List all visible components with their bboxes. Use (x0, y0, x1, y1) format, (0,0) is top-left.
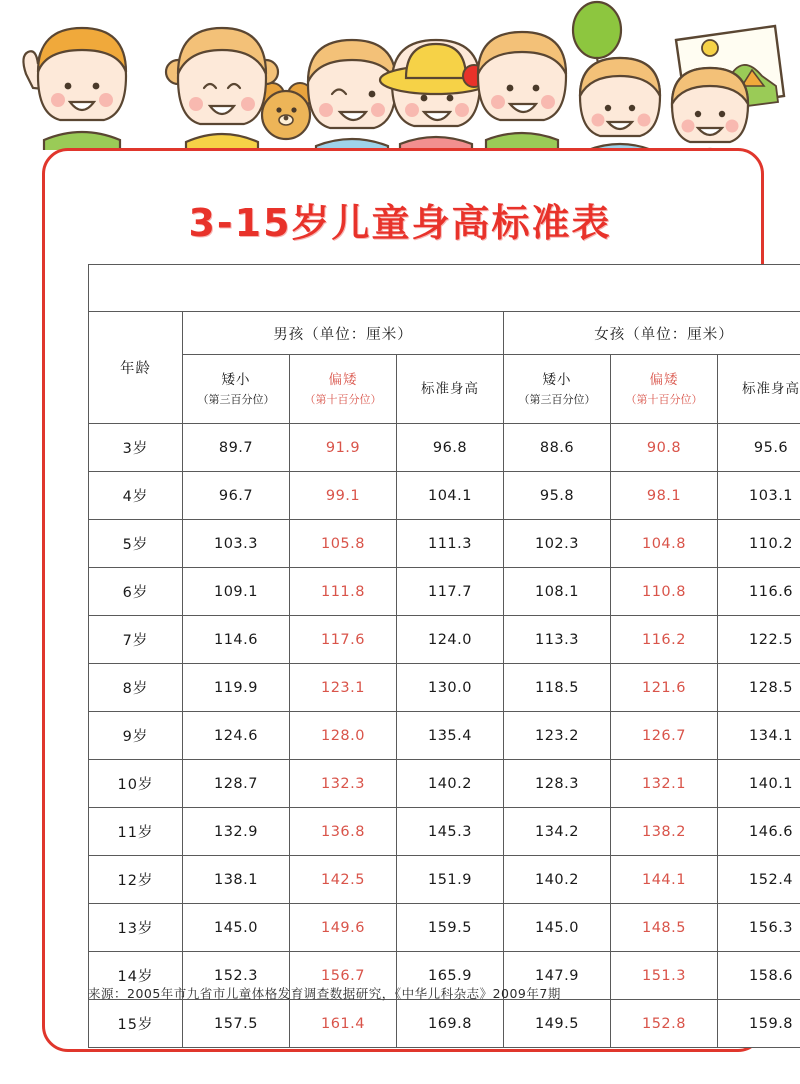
table-row (89, 472, 800, 520)
cell-girl-low: 116.2 (611, 616, 718, 664)
table-row (89, 520, 800, 568)
cell-boy-low: 99.1 (290, 472, 397, 520)
cell-girl-short: 118.5 (504, 664, 611, 712)
cell-girl-low: 104.8 (611, 520, 718, 568)
cell-boy-short: 114.6 (183, 616, 290, 664)
cell-boy-low: 128.0 (290, 712, 397, 760)
column-header-girl-standard (718, 355, 800, 424)
cell-girl-standard: 140.1 (718, 760, 800, 808)
cell-age: 15岁 (89, 1000, 183, 1048)
cell-girl-short: 95.8 (504, 472, 611, 520)
cell-girl-short: 102.3 (504, 520, 611, 568)
cell-boy-short: 145.0 (183, 904, 290, 952)
cell-girl-short: 128.3 (504, 760, 611, 808)
cell-boy-short: 157.5 (183, 1000, 290, 1048)
cell-boy-standard: 111.3 (397, 520, 504, 568)
cell-boy-short: 119.9 (183, 664, 290, 712)
column-group-girls: 女孩（单位：厘米） (504, 312, 800, 355)
cell-age: 10岁 (89, 760, 183, 808)
child-figure (38, 28, 126, 164)
cell-age: 14岁 (89, 952, 183, 1000)
cell-girl-short: 145.0 (504, 904, 611, 952)
cell-age: 9岁 (89, 712, 183, 760)
table-row (89, 664, 800, 712)
cell-boy-short: 96.7 (183, 472, 290, 520)
table-row (89, 904, 800, 952)
cell-girl-standard: 95.6 (718, 424, 800, 472)
cell-age: 7岁 (89, 616, 183, 664)
subheader-line2: （第十百分位） (304, 392, 382, 406)
cell-girl-standard: 134.1 (718, 712, 800, 760)
subheader-line2: （第十百分位） (625, 392, 703, 406)
child-figure (308, 40, 396, 165)
table-row (89, 712, 800, 760)
cell-boy-short: 128.7 (183, 760, 290, 808)
cell-girl-low: 148.5 (611, 904, 718, 952)
subheader-line1: 偏矮 (649, 372, 679, 389)
cell-girl-standard: 110.2 (718, 520, 800, 568)
cell-age: 11岁 (89, 808, 183, 856)
subheader-line1: 矮小 (542, 372, 572, 389)
cell-girl-short: 140.2 (504, 856, 611, 904)
cell-boy-short: 103.3 (183, 520, 290, 568)
subheader-line2: （第三百分位） (197, 392, 275, 406)
cell-age: 4岁 (89, 472, 183, 520)
cell-girl-standard: 116.6 (718, 568, 800, 616)
cell-age: 12岁 (89, 856, 183, 904)
cell-age: 8岁 (89, 664, 183, 712)
cell-boy-short: 152.3 (183, 952, 290, 1000)
cell-girl-low: 98.1 (611, 472, 718, 520)
subheader-line1: 标准身高 (421, 380, 479, 397)
cell-age: 6岁 (89, 568, 183, 616)
cell-girl-short: 149.5 (504, 1000, 611, 1048)
cell-boy-low: 111.8 (290, 568, 397, 616)
cell-boy-standard: 130.0 (397, 664, 504, 712)
child-figure (380, 40, 492, 165)
cell-boy-standard: 140.2 (397, 760, 504, 808)
cell-boy-short: 89.7 (183, 424, 290, 472)
cell-girl-low: 144.1 (611, 856, 718, 904)
table-row (89, 808, 800, 856)
cell-boy-standard: 135.4 (397, 712, 504, 760)
cell-girl-standard: 158.6 (718, 952, 800, 1000)
subheader-line1: 矮小 (221, 372, 251, 389)
page-title: 3-15岁儿童身高标准表 (188, 201, 612, 245)
column-group-boys: 男孩（单位：厘米） (183, 312, 504, 355)
table-row (89, 1000, 800, 1048)
subheader-line1: 偏矮 (328, 372, 358, 389)
cell-age: 3岁 (89, 424, 183, 472)
table-subheader-row (89, 355, 800, 424)
cell-girl-low: 90.8 (611, 424, 718, 472)
cell-boy-short: 132.9 (183, 808, 290, 856)
column-header-boy-standard (397, 355, 504, 424)
cell-boy-low: 132.3 (290, 760, 397, 808)
column-header-girl-low (611, 355, 718, 424)
cell-girl-standard: 159.8 (718, 1000, 800, 1048)
table-row (89, 424, 800, 472)
cell-boy-low: 105.8 (290, 520, 397, 568)
table-row (89, 856, 800, 904)
table-title (89, 265, 800, 312)
cell-boy-low: 156.7 (290, 952, 397, 1000)
cell-boy-short: 109.1 (183, 568, 290, 616)
cell-boy-standard: 145.3 (397, 808, 504, 856)
cell-girl-standard: 156.3 (718, 904, 800, 952)
children-illustration (0, 0, 800, 165)
cell-girl-standard: 146.6 (718, 808, 800, 856)
table-body (89, 424, 800, 1048)
column-header-boy-low (290, 355, 397, 424)
table-group-header-row (89, 312, 800, 355)
column-header-age: 年龄 (89, 312, 183, 424)
cell-girl-low: 110.8 (611, 568, 718, 616)
cell-girl-short: 134.2 (504, 808, 611, 856)
column-header-boy-short (183, 355, 290, 424)
cell-boy-low: 117.6 (290, 616, 397, 664)
child-figure (478, 32, 566, 165)
cell-boy-low: 123.1 (290, 664, 397, 712)
cell-girl-low: 138.2 (611, 808, 718, 856)
table-title-row (89, 265, 800, 312)
cell-girl-low: 132.1 (611, 760, 718, 808)
cell-boy-low: 136.8 (290, 808, 397, 856)
cell-girl-short: 147.9 (504, 952, 611, 1000)
cell-boy-low: 161.4 (290, 1000, 397, 1048)
cell-boy-low: 142.5 (290, 856, 397, 904)
sun-hat-icon (380, 44, 492, 94)
cell-girl-standard: 122.5 (718, 616, 800, 664)
cell-boy-standard: 96.8 (397, 424, 504, 472)
cell-girl-short: 123.2 (504, 712, 611, 760)
cell-boy-standard: 104.1 (397, 472, 504, 520)
cell-boy-standard: 159.5 (397, 904, 504, 952)
cell-age: 13岁 (89, 904, 183, 952)
cell-boy-standard: 165.9 (397, 952, 504, 1000)
table-row (89, 616, 800, 664)
cell-girl-short: 108.1 (504, 568, 611, 616)
cell-girl-low: 152.8 (611, 1000, 718, 1048)
cell-boy-standard: 151.9 (397, 856, 504, 904)
cell-boy-low: 149.6 (290, 904, 397, 952)
cell-girl-low: 121.6 (611, 664, 718, 712)
cell-girl-low: 151.3 (611, 952, 718, 1000)
table-row (89, 760, 800, 808)
cell-boy-standard: 169.8 (397, 1000, 504, 1048)
cell-girl-short: 113.3 (504, 616, 611, 664)
cell-girl-short: 88.6 (504, 424, 611, 472)
cell-boy-short: 124.6 (183, 712, 290, 760)
cell-girl-standard: 128.5 (718, 664, 800, 712)
cell-girl-low: 126.7 (611, 712, 718, 760)
cell-girl-standard: 152.4 (718, 856, 800, 904)
cell-age: 5岁 (89, 520, 183, 568)
cell-boy-standard: 124.0 (397, 616, 504, 664)
column-header-girl-short (504, 355, 611, 424)
source-note: 来源：2005年市九省市儿童体格发育调查数据研究，《中华儿科杂志》2009年7期 (88, 986, 561, 1001)
cell-boy-short: 138.1 (183, 856, 290, 904)
cell-boy-standard: 117.7 (397, 568, 504, 616)
teddy-bear-icon (260, 83, 312, 139)
height-standard-table (88, 264, 800, 1048)
subheader-line2: （第三百分位） (518, 392, 596, 406)
subheader-line1: 标准身高 (742, 380, 800, 397)
table-row (89, 568, 800, 616)
cell-boy-low: 91.9 (290, 424, 397, 472)
child-figure (166, 28, 278, 164)
cell-girl-standard: 103.1 (718, 472, 800, 520)
